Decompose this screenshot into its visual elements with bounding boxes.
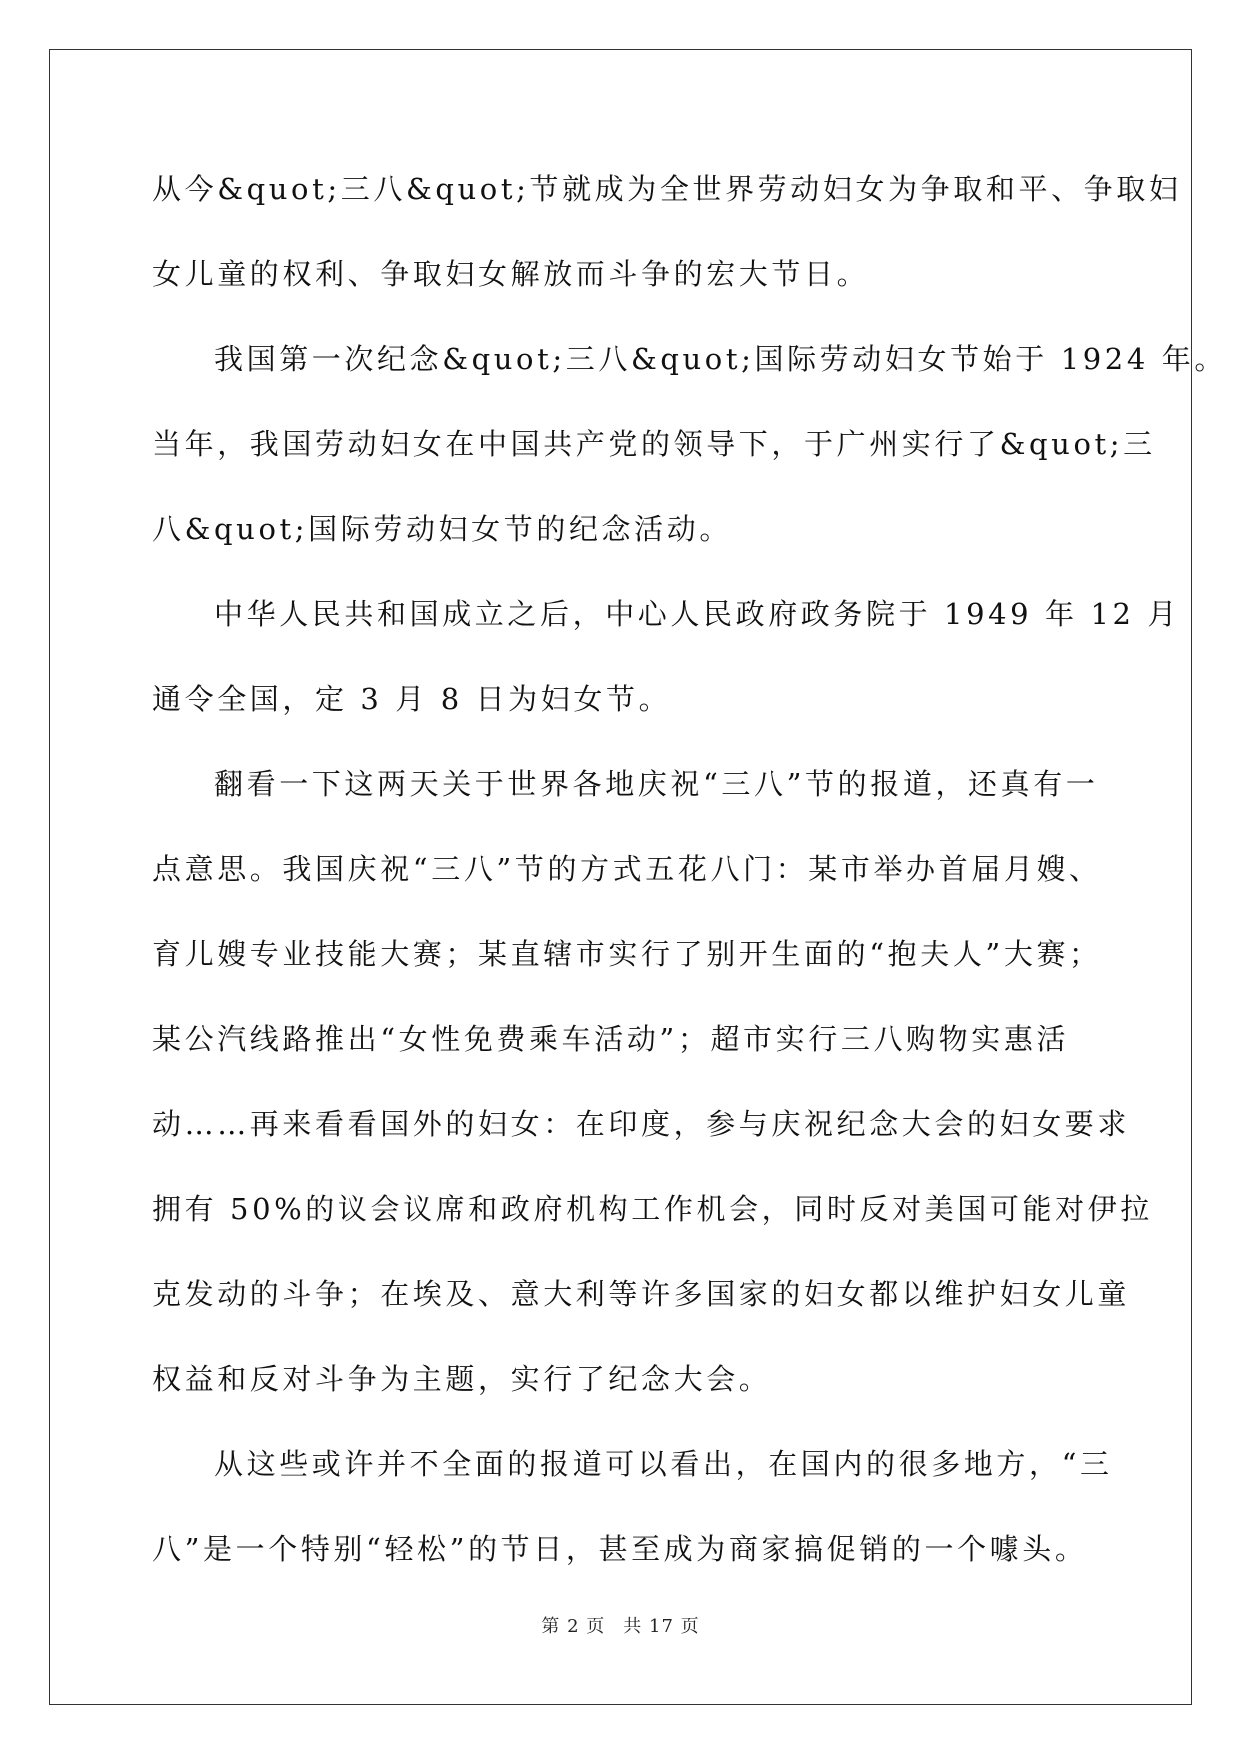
text-line: 育儿嫂专业技能大赛；某直辖市实行了别开生面的“抱夫人”大赛； xyxy=(152,937,1102,971)
page-total: 共 17 页 xyxy=(623,1616,700,1637)
text-line: 从今&quot;三八&quot;节就成为全世界劳动妇女为争取和平、争取妇 xyxy=(152,172,1182,206)
text-line: 权益和反对斗争为主题，实行了纪念大会。 xyxy=(152,1362,772,1396)
text-line: 通令全国，定 3 月 8 日为妇女节。 xyxy=(152,682,672,716)
text-line: 中华人民共和国成立之后，中心人民政府政务院于 1949 年 12 月 xyxy=(214,597,1180,631)
text-line: 拥有 50%的议会议席和政府机构工作机会，同时反对美国可能对伊拉 xyxy=(152,1192,1153,1226)
text-line: 女儿童的权利、争取妇女解放而斗争的宏大节日。 xyxy=(152,257,870,291)
text-line: 动……再来看看国外的妇女：在印度，参与庆祝纪念大会的妇女要求 xyxy=(152,1107,1131,1141)
text-line: 八”是一个特别“轻松”的节日，甚至成为商家搞促销的一个噱头。 xyxy=(152,1532,1088,1566)
text-line: 翻看一下这两天关于世界各地庆祝“三八”节的报道，还真有一 xyxy=(214,767,1099,801)
page-number: 第 2 页 xyxy=(541,1616,606,1637)
text-line: 八&quot;国际劳动妇女节的纪念活动。 xyxy=(152,512,732,546)
text-line: 我国第一次纪念&quot;三八&quot;国际劳动妇女节始于 1924 年。 xyxy=(214,342,1227,376)
text-line: 当年，我国劳动妇女在中国共产党的领导下，于广州实行了&quot;三 xyxy=(152,427,1156,461)
document-body xyxy=(152,165,1227,1610)
text-line: 克发动的斗争；在埃及、意大利等许多国家的妇女都以维护妇女儿童 xyxy=(152,1277,1131,1311)
text-line: 点意思。我国庆祝“三八”节的方式五花八门：某市举办首届月嫂、 xyxy=(152,852,1102,886)
text-line: 某公汽线路推出“女性免费乘车活动”；超市实行三八购物实惠活 xyxy=(152,1022,1070,1056)
text-line: 从这些或许并不全面的报道可以看出，在国内的很多地方，“三 xyxy=(214,1447,1113,1481)
page-footer xyxy=(0,1612,1241,1638)
